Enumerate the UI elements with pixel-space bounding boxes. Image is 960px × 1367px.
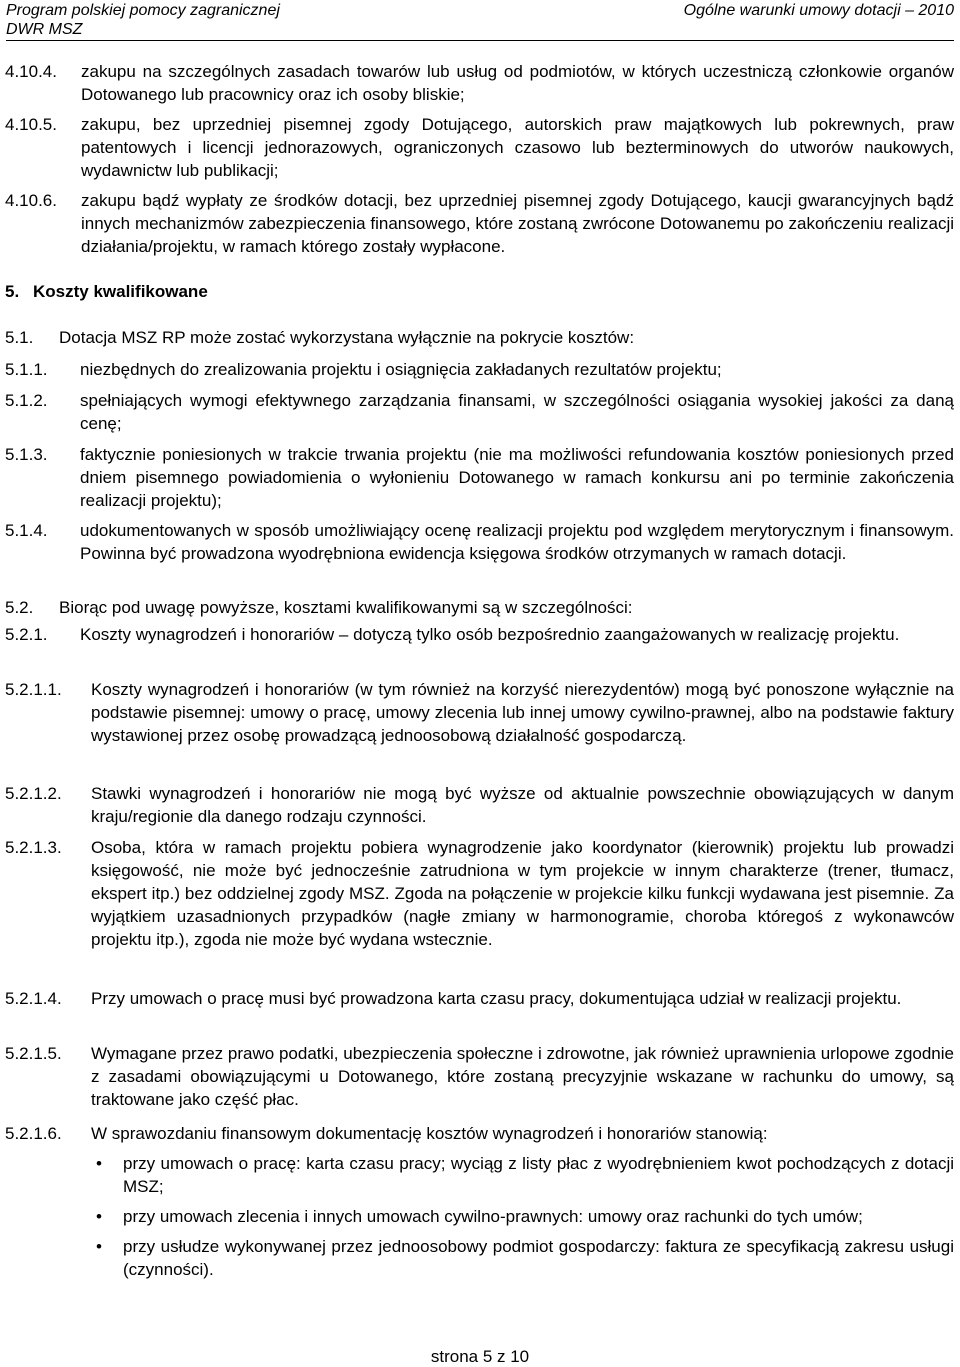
clause-number: 5.2.1.4.	[5, 989, 62, 1008]
clause-number: 5.2.1.6.	[5, 1124, 62, 1143]
list-item-text: przy umowach zlecenia i innych umowach cywilno-prawnych: umowy oraz rachunki do tych umów;	[123, 1207, 863, 1226]
clause-5-2-1-4	[5, 987, 954, 1010]
page-footer	[0, 1347, 960, 1367]
clause-text: Dotacja MSZ RP może zostać wykorzystana wyłącznie na pokrycie kosztów:	[59, 328, 635, 347]
list-item	[5, 1235, 954, 1281]
clause-number: 5.1.1.	[5, 360, 48, 379]
clause-text: Przy umowach o pracę musi być prowadzona karta czasu pracy, dokumentująca udział w realizacji projektu.	[91, 989, 902, 1008]
clause-text: niezbędnych do zrealizowania projektu i osiągnięcia zakładanych rezultatów projektu;	[80, 360, 722, 379]
clause-5-1-4	[5, 519, 954, 565]
clause-text: zakupu na szczególnych zasadach towarów lub usług od podmiotów, w których uczestniczą członkowie organów Dotowanego lub pracownicy oraz ich osoby bliskie;	[81, 62, 954, 104]
clause-5-2-1	[5, 623, 954, 646]
bullet-symbol: •	[96, 1154, 102, 1173]
clause-5-1	[5, 326, 954, 349]
clause-5-2-1-5	[5, 1042, 954, 1111]
clause-5-2-1-2	[5, 782, 954, 828]
section-heading-5	[5, 280, 954, 303]
list-item	[5, 1152, 954, 1198]
clause-text: W sprawozdaniu finansowym dokumentację kosztów wynagrodzeń i honorariów stanowią:	[91, 1124, 768, 1143]
clause-number: 5.2.1.	[5, 625, 48, 644]
header-document-title: Ogólne warunki umowy dotacji – 2010	[683, 2, 954, 19]
list-item-text: przy umowach o pracę: karta czasu pracy; wyciąg z listy płac z wyodrębnieniem kwot pochodzących z dotacji MSZ;	[123, 1154, 954, 1196]
header-department: DWR MSZ	[6, 21, 83, 38]
clause-number: 5.2.1.2.	[5, 784, 62, 803]
clause-text: zakupu bądź wypłaty ze środków dotacji, bez uprzedniej pisemnej zgody Dotującego, kaucji gwarancyjnych bądź innych mechanizmów zabezpieczenia finansowego, które zostaną zwrócone Dotowanemu po zakończeniu realizacji działania/projektu, w ramach którego zostały wypłacone.	[81, 191, 954, 256]
clause-text: udokumentowanych w sposób umożliwiający ocenę realizacji projektu pod względem merytorycznym i finansowym. Powinna być prowadzona wyodrębniona ewidencja księgowa środków otrzymanych w ramach dotacji.	[80, 521, 954, 563]
header-left	[6, 1, 280, 39]
clause-number: 5.1.2.	[5, 391, 48, 410]
clause-number: 5.1.3.	[5, 445, 48, 464]
section-title: Koszty kwalifikowane	[33, 282, 208, 301]
clause-text: Wymagane przez prawo podatki, ubezpieczenia społeczne i zdrowotne, jak również uprawnienia urlopowe zgodnie z zasadami obowiązującymi u Dotowanego, które zostaną precyzyjnie wskazane w rachunku do umowy, są traktowane jako część płac.	[91, 1044, 954, 1109]
page-header	[6, 0, 954, 41]
clause-text: zakupu, bez uprzedniej pisemnej zgody Dotującego, autorskich praw majątkowych lub pokrewnych, praw patentowych i licencji jednorazowych, ograniczonych czasowo lub bezterminowych do utworów naukowych, wydawnictw lub publikacji;	[81, 115, 954, 180]
section-number: 5.	[5, 282, 20, 301]
clause-text: faktycznie poniesionych w trakcie trwania projektu (nie ma możliwości refundowania kosztów poniesionych przed dniem pisemnego powiadomienia o wyłonieniu Dotowanego w ramach konkursu ani po terminie zakończenia realizacji projektu);	[80, 445, 954, 510]
clause-5-1-2	[5, 389, 954, 435]
clause-number: 5.2.1.1.	[5, 680, 62, 699]
bullet-symbol: •	[96, 1237, 102, 1256]
clause-5-1-3	[5, 443, 954, 512]
clause-5-2-1-3	[5, 836, 954, 951]
clause-text: Osoba, która w ramach projektu pobiera wynagrodzenie jako koordynator (kierownik) projektu lub prowadzi księgowość, nie może być jednocześnie zatrudniona w tym projekcie w innym charakterze (trener, tłumacz, ekspert itp.) bez oddzielnej zgody MSZ. Zgoda na połączenie w projekcie kilku funkcji wydawana jest pisemnie. Za wyjątkiem uzasadnionych przypadków (nagłe zmiany w harmonogramie, choroba któregoś z wykonawców projektu itp.), zgoda nie może być wydana wstecznie.	[91, 838, 954, 949]
clause-number: 4.10.4.	[5, 62, 57, 81]
clause-5-1-1	[5, 358, 954, 381]
clause-number: 5.1.	[5, 328, 34, 347]
header-program-name: Program polskiej pomocy zagranicznej	[6, 2, 280, 19]
clause-5-2-1-1	[5, 678, 954, 747]
clause-text: Biorąc pod uwagę powyższe, kosztami kwalifikowanymi są w szczególności:	[59, 598, 633, 617]
clause-4-10-4	[5, 60, 954, 106]
bullet-symbol: •	[96, 1207, 102, 1226]
clause-text: Koszty wynagrodzeń i honorariów – dotyczą tylko osób bezpośrednio zaangażowanych w realizację projektu.	[80, 625, 900, 644]
clause-number: 5.2.	[5, 598, 34, 617]
clause-number: 5.1.4.	[5, 521, 48, 540]
documentation-list	[5, 1152, 954, 1281]
list-item-text: przy usłudze wykonywanej przez jednoosobowy podmiot gospodarczy: faktura ze specyfikacją zakresu usługi (czynności).	[123, 1237, 954, 1279]
clause-number: 4.10.5.	[5, 115, 57, 134]
clause-number: 5.2.1.3.	[5, 838, 62, 857]
list-item	[5, 1205, 954, 1228]
clause-4-10-5	[5, 113, 954, 182]
clause-5-2-1-6	[5, 1122, 954, 1145]
clause-4-10-6	[5, 189, 954, 258]
clause-text: spełniających wymogi efektywnego zarządzania finansami, w szczególności osiągania wysokiej jakości za daną cenę;	[80, 391, 954, 433]
clause-text: Koszty wynagrodzeń i honorariów (w tym również na korzyść nierezydentów) mogą być ponoszone wyłącznie na podstawie pisemnej: umowy o pracę, umowy zlecenia lub innej umowy cywilno-prawnej, albo na podstawie faktury wystawionej przez osobę prowadzącą jednoosobową działalność gospodarczą.	[91, 680, 954, 745]
clause-5-2	[5, 596, 954, 619]
clause-text: Stawki wynagrodzeń i honorariów nie mogą być wyższe od aktualnie powszechnie obowiązujących w danym kraju/regionie dla danego rodzaju czynności.	[91, 784, 954, 826]
clause-number: 4.10.6.	[5, 191, 57, 210]
clause-number: 5.2.1.5.	[5, 1044, 62, 1063]
page-number: strona 5 z 10	[430, 1347, 530, 1366]
